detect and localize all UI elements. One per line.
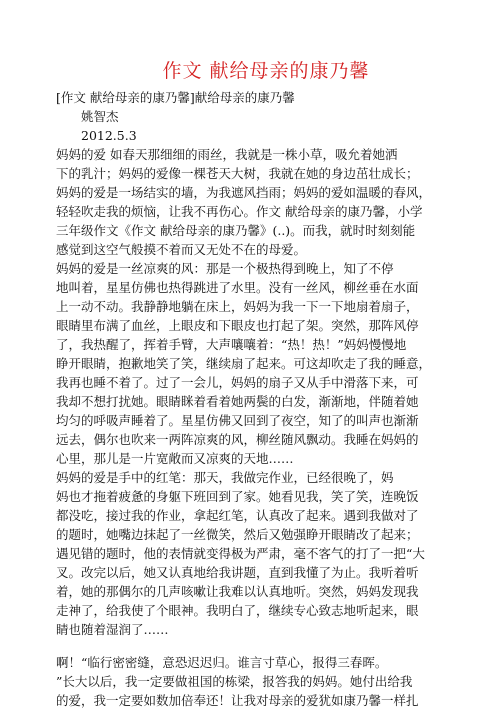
paragraph-line: 啊！“临行密密缝，意恐迟迟归。谁言寸草心，报得三春晖。 [56,655,388,670]
paragraph-line: 三年级作文《作文 献给母亲的康乃馨》(..)。而我，就时时刻刻能 [56,223,416,238]
paragraph-line: ”长大以后，我一定要做祖国的栋梁，报答我的妈妈。她付出给我 [56,674,413,689]
paragraph-line: 都没吃，接过我的作业，拿起红笔，认真改了起来。遇到我做对了 [56,508,419,523]
paragraph-line: 的题时，她嘴边抹起了一丝微笑，然后又勉强睁开眼睛改了起来； [56,527,419,542]
paragraph-3 [56,468,476,639]
paragraph-line: 上一动不动。我静静地躺在床上，妈妈为我一下一下地扇着扇子， [56,299,419,314]
paragraph-line: 妈妈的爱是一丝凉爽的风：那是一个极热得到晚上，知了不停 [56,261,394,276]
paragraph-line: 睛也随着湿润了…… [56,622,169,637]
paragraph-line: 我再也睡不着了。过了一会儿，妈妈的扇子又从手中滑落下来，可 [56,375,419,390]
paragraph-line: 地叫着，星星仿佛也热得跳进了水里。没有一丝风，柳丝垂在水面 [56,280,419,295]
paragraph-2 [56,259,476,468]
paragraph-line: 我却不想打扰她。眼睛眯着看着她两鬓的白发，渐渐地，伴随着她 [56,394,419,409]
subtitle: [作文 献给母亲的康乃馨]献给母亲的康乃馨 [56,90,295,105]
paragraph-line: 的爱，我一定要如数加倍奉还！让我对母亲的爱犹如康乃馨一样扎 [56,693,419,708]
paragraph-line: 叉。改完以后，她又认真地给我讲题，直到我懂了为止。我听着听 [56,565,419,580]
page-title: 作文 献给母亲的康乃馨 [162,60,370,82]
paragraph-4 [56,653,476,710]
paragraph-line: 妈妈的爱 如春天那细细的雨丝，我就是一株小草，吸允着她洒 [56,147,398,162]
paragraph-line: 了，我热醒了，挥着手臂，大声嚷嚷着：“热！热！”妈妈慢慢地 [56,337,407,352]
paragraph-line: 轻轻吹走我的烦恼，让我不再伤心。作文 献给母亲的康乃馨，小学 [56,204,423,219]
paragraph-line: 着，她的那偶尔的几声咳嗽让我难以认真地听。突然，妈妈发现我 [56,584,419,599]
paragraph-line: 均匀的呼吸声睡着了。星星仿佛又回到了夜空，知了的叫声也渐渐 [56,413,419,428]
author: 姚智杰 [81,109,119,124]
paragraph-gap [56,639,476,653]
paragraph-line: 睁开眼睛，抱歉地笑了笑，继续扇了起来。可这却吹走了我的睡意， [56,356,432,371]
document-body [56,58,476,710]
paragraph-line: 远去，偶尔也吹来一两阵凉爽的风，柳丝随风飘动。我睡在妈妈的 [56,432,419,447]
paragraph-1 [56,145,476,259]
paragraph-line: 感觉到这空气般摸不着而又无处不在的母爱。 [56,242,307,257]
paragraph-line: 心里，那儿是一片宽敞而又凉爽的天地…… [56,451,294,466]
paragraph-line: 走神了，给我使了个眼神。我明白了，继续专心致志地听起来，眼 [56,603,419,618]
paragraph-line: 眼睛里布满了血丝，上眼皮和下眼皮也打起了架。突然，那阵风停 [56,318,419,333]
paragraph-line: 下的乳汁；妈妈的爱像一棵苍天大树，我就在她的身边茁壮成长； [56,166,419,181]
paragraph-line: 遇见错的题时，他的表情就变得极为严肃，毫不客气的打了一把“大 [56,546,425,561]
paragraph-line: 妈妈的爱是一场结实的墙，为我遮风挡雨；妈妈的爱如温暖的春风， [56,185,432,200]
date: 2012.5.3 [81,128,137,143]
paragraph-line: 妈妈的爱是手中的红笔：那天，我做完作业，已经很晚了，妈 [56,470,394,485]
paragraph-line: 妈也才拖着疲惫的身躯下班回到了家。她看见我，笑了笑，连晚饭 [56,489,419,504]
